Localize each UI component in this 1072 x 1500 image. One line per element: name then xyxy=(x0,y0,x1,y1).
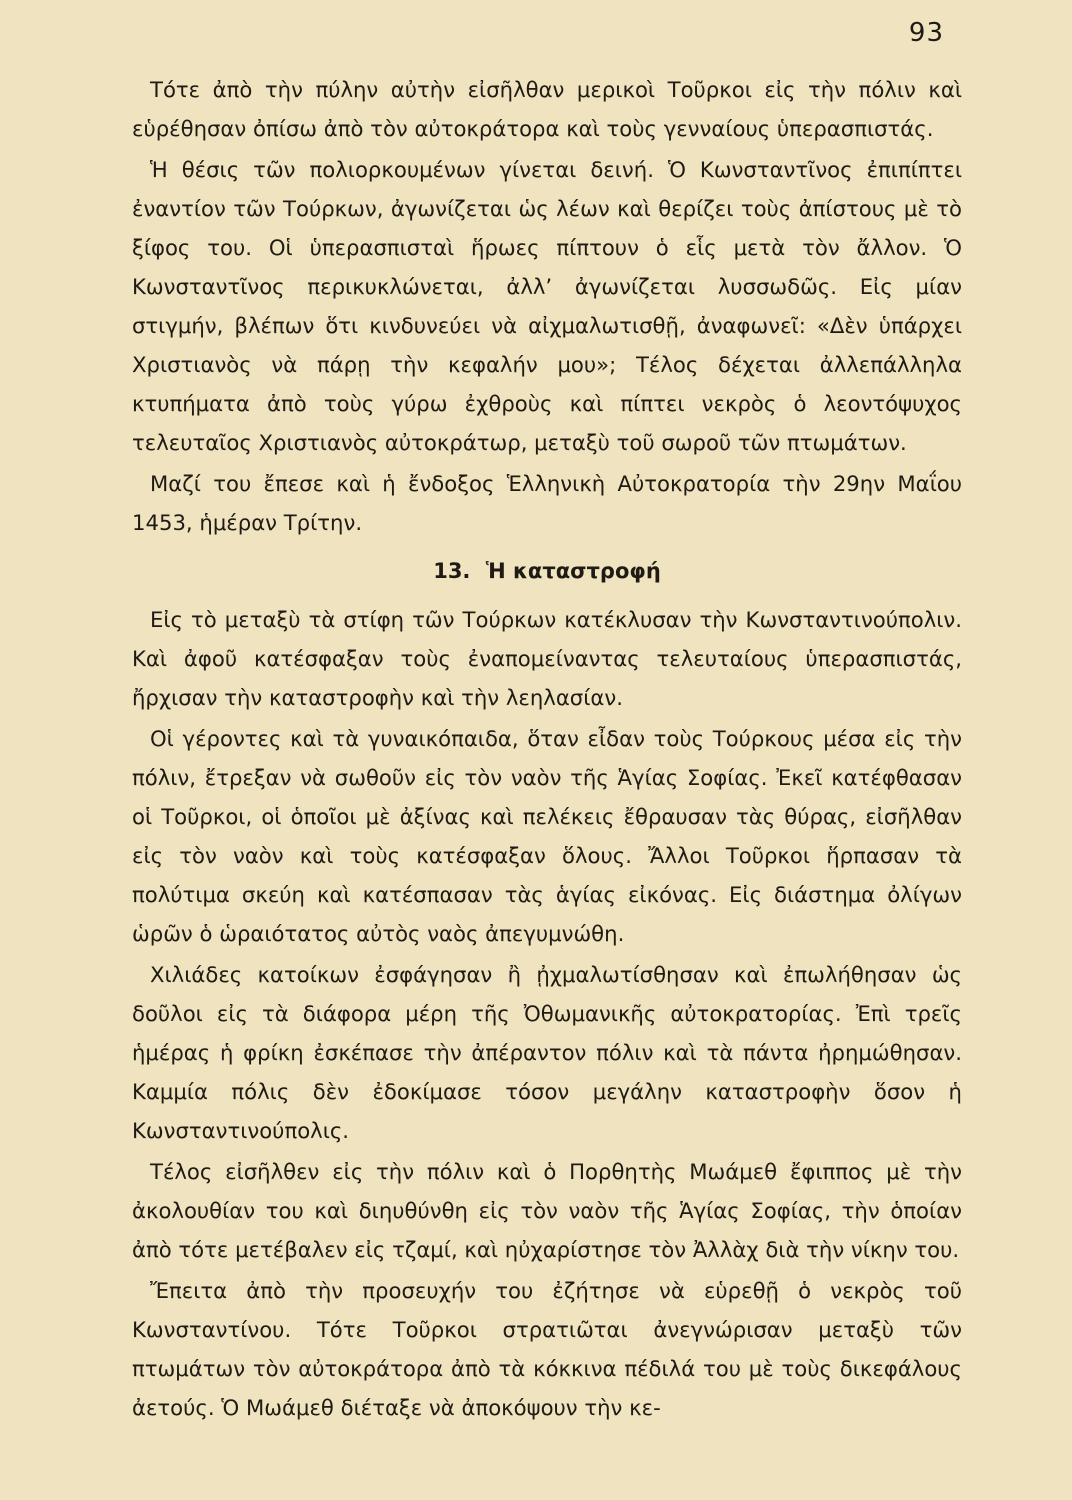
section-title: Ἡ καταστροφή xyxy=(485,559,661,583)
paragraph-5: Οἱ γέροντες καὶ τὰ γυναικόπαιδα, ὅταν εἶδαν τοὺς Τούρκους μέσα εἰς τὴν πόλιν, ἔτρεξαν νὰ σωθοῦν εἰς τὸν ναὸν τῆς Ἁγίας Σοφίας. Ἐκεῖ κατέφθασαν οἱ Τοῦρκοι, οἱ ὁποῖοι μὲ ἀξίνας καὶ πελέκεις ἔθραυσαν τὰς θύρας, εἰσῆλθαν εἰς τὸν ναὸν καὶ τοὺς κατέσφαξαν ὅλους. Ἄλλοι Τοῦρκοι ἥρπασαν τὰ πολύτιμα σκεύη καὶ κατέσπασαν τὰς ἁγίας εἰκόνας. Εἰς διάστημα ὀλίγων ὡρῶν ὁ ὡραιότατος αὐτὸς ναὸς ἀπεγυμνώθη. xyxy=(132,726,962,946)
paragraph-7: Τέλος εἰσῆλθεν εἰς τὴν πόλιν καὶ ὁ Πορθητὴς Μωάμεθ ἔφιππος μὲ τὴν ἀκολουθίαν του καὶ διηυθύνθη εἰς τὸν ναὸν τῆς Ἁγίας Σοφίας, τὴν ὁποίαν ἀπὸ τότε μετέβαλεν εἰς τζαμί, καὶ ηὐχαρίστησε τὸν Ἀλλὰχ διὰ τὴν νίκην του. xyxy=(132,1159,962,1262)
paragraph-2: Ἡ θέσις τῶν πολιορκουμένων γίνεται δεινή. Ὁ Κωνσταντῖνος ἐπιπίπτει ἐναντίον τῶν Τούρκων, ἀγωνίζεται ὡς λέων καὶ θερίζει τοὺς ἀπίστους μὲ τὸ ξίφος του. Οἱ ὑπερασπισταὶ ἥρωες πίπτουν ὁ εἷς μετὰ τὸν ἄλλον. Ὁ Κωνσταντῖνος περικυκλώνεται, ἀλλ’ ἀγωνίζεται λυσσωδῶς. Εἰς μίαν στιγμήν, βλέπων ὅτι κινδυνεύει νὰ αἰχμαλωτισθῇ, ἀναφωνεῖ: «Δὲν ὑπάρχει Χριστιανὸς νὰ πάρῃ τὴν κεφαλήν μου»; Τέλος δέχεται ἀλλεπάλληλα κτυπήματα ἀπὸ τοὺς γύρω ἐχθροὺς καὶ πίπτει νεκρὸς ὁ λεοντόψυχος τελευταῖος Χριστιανὸς αὐτοκράτωρ, μεταξὺ τοῦ σωροῦ τῶν πτωμάτων. xyxy=(132,157,962,455)
paragraph-8: Ἔπειτα ἀπὸ τὴν προσευχήν του ἐζήτησε νὰ εὑρεθῇ ὁ νεκρὸς τοῦ Κωνσταντίνου. Τότε Τοῦρκοι στρατιῶται ἀνεγνώρισαν μεταξὺ τῶν πτωμάτων τὸν αὐτοκράτορα ἀπὸ τὰ κόκκινα πέδιλά του μὲ τοὺς δικεφάλους ἀετούς. Ὁ Μωάμεθ διέταξε νὰ ἀποκόψουν τὴν κε- xyxy=(132,1278,962,1420)
paragraph-1: Τότε ἀπὸ τὴν πύλην αὐτὴν εἰσῆλθαν μερικοὶ Τοῦρκοι εἰς τὴν πόλιν καὶ εὑρέθησαν ὀπίσω ἀπὸ τὸν αὐτοκράτορα καὶ τοὺς γενναίους ὑπερασπιστάς. xyxy=(132,77,962,141)
page-number: 93 xyxy=(908,18,944,48)
paragraph-3: Μαζί του ἔπεσε καὶ ἡ ἔνδοξος Ἑλληνικὴ Αὐτοκρατορία τὴν 29ην Μαΐου 1453, ἡμέραν Τρίτην. xyxy=(132,471,962,535)
page-text xyxy=(132,70,962,1429)
paragraph-4: Εἰς τὸ μεταξὺ τὰ στίφη τῶν Τούρκων κατέκλυσαν τὴν Κωνσταντινούπολιν. Καὶ ἀφοῦ κατέσφαξαν τοὺς ἐναπομείναντας τελευταίους ὑπερασπιστάς, ἤρχισαν τὴν καταστροφὴν καὶ τὴν λεηλασίαν. xyxy=(132,607,962,710)
paragraph-6: Χιλιάδες κατοίκων ἐσφάγησαν ἢ ᾐχμαλωτίσθησαν καὶ ἐπωλήθησαν ὡς δοῦλοι εἰς τὰ διάφορα μέρη τῆς Ὀθωμανικῆς αὐτοκρατορίας. Ἐπὶ τρεῖς ἡμέρας ἡ φρίκη ἐσκέπασε τὴν ἀπέραντον πόλιν καὶ τὰ πάντα ἠρημώθησαν. Καμμία πόλις δὲν ἐδοκίμασε τόσον μεγάλην καταστροφὴν ὅσον ἡ Κωνσταντινούπολις. xyxy=(132,962,962,1143)
section-number: 13. xyxy=(433,559,471,583)
section-heading xyxy=(132,554,962,588)
